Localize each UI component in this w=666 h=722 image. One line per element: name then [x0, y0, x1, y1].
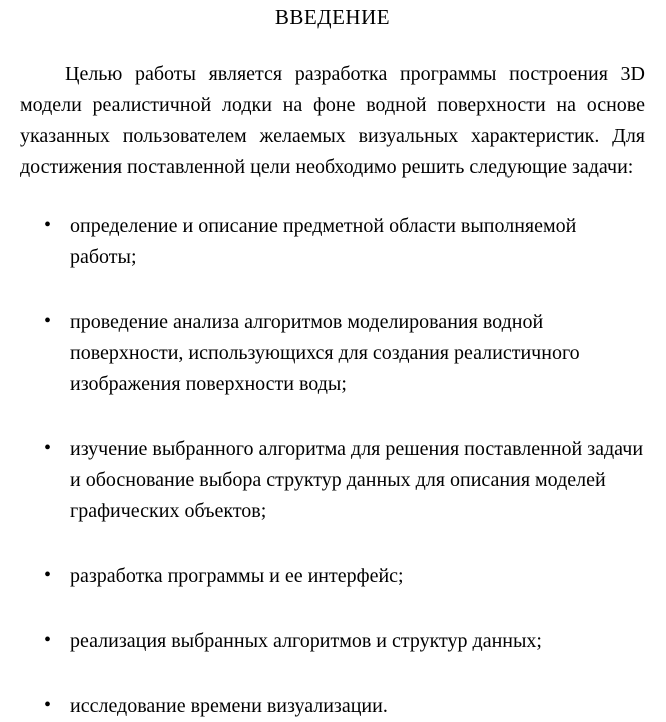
intro-paragraph: Целью работы является разработка программы построения 3D модели реалистичной лодки на фоне водной поверхности на основе указанных пользователем желаемых визуальных характеристик. Для достижения поставленной цели необходимо решить следующие задачи:	[20, 63, 645, 178]
bullet-icon: •	[44, 437, 52, 459]
list-item-text: исследование времени визуализации.	[70, 695, 388, 717]
bullet-icon: •	[44, 310, 52, 332]
list-item	[20, 211, 645, 273]
list-item	[20, 307, 645, 400]
bullet-icon: •	[44, 694, 52, 716]
bullet-icon: •	[44, 629, 52, 651]
list-item-text: изучение выбранного алгоритма для решения поставленной задачи и обоснование выбора структур данных для описания моделей графических объектов;	[70, 438, 644, 522]
list-item-text: проведение анализа алгоритмов моделирования водной поверхности, использующихся для создания реалистичного изображения поверхности воды;	[70, 311, 580, 395]
tasks-list	[20, 211, 645, 722]
list-item	[20, 626, 645, 657]
bullet-icon: •	[44, 214, 52, 236]
list-item	[20, 561, 645, 592]
list-item	[20, 434, 645, 527]
list-item-text: определение и описание предметной области выполняемой работы;	[70, 215, 577, 268]
page-title: ВВЕДЕНИЕ	[274, 5, 391, 29]
list-item	[20, 691, 645, 722]
list-item-text: реализация выбранных алгоритмов и структур данных;	[70, 630, 542, 652]
list-item-text: разработка программы и ее интерфейс;	[70, 565, 404, 587]
bullet-icon: •	[44, 564, 52, 586]
